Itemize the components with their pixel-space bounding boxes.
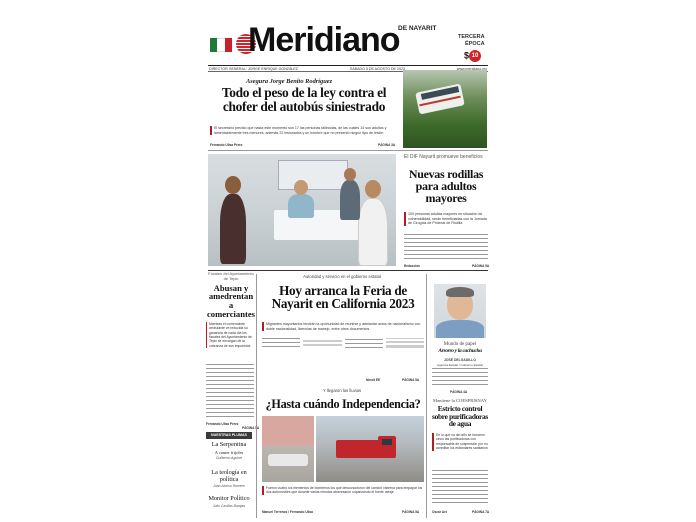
car-shape [268,454,308,466]
newspaper-front-page [206,12,490,518]
left-story-kicker: Focales del Ayuntamiento de Tepic [208,271,254,281]
coesprisnay-credit: Oscar Ael [432,510,447,514]
side-story-page[interactable]: PÁGINA 5A [472,264,490,268]
plumas-subtitle: A comer frijoles [214,449,244,455]
left-story-page[interactable]: PÁGINA 5A [242,426,260,430]
plumas-title: La Serpentina [211,441,247,448]
divider [208,150,488,151]
epoca-line-2: ÉPOCA [465,40,485,47]
side-story-headline[interactable]: Nuevas rodillas para adultos mayores [408,167,484,206]
coesprisnay-lead: En lo que va del año se tomaron cinco las purificadoras con responsable de suspensión por no acreditar los estándares sanitarios [432,433,488,451]
epoca-line-1: TERCERA [458,34,485,40]
side-story-body [404,234,488,262]
plumas-item-monitor[interactable] [206,496,252,508]
left-story-headline[interactable]: Abusan y amedrentan a comerciantes [206,282,256,319]
price-value: 10 [469,50,481,62]
plumas-title: La teología en política [211,469,247,483]
plumas-author: Julio Casillas Barajas [212,503,246,508]
plumas-item-serpentina[interactable] [206,442,252,460]
feria-body [262,338,424,376]
feria-credit: Ninoit EE [366,378,381,382]
coesprisnay-kicker: Mantiene la COESPRISNAY [433,398,487,403]
side-story-credit: Redacción [404,264,421,268]
top-story-kicker: Asegura Jorge Benito Rodríguez [246,78,333,85]
issue-date: SÁBADO 5 DE AGOSTO DE 2023 [349,66,405,71]
plumas-title: Monitor Político [208,495,250,502]
coesprisnay-page[interactable]: PÁGINA 7A [472,510,490,514]
top-story-page[interactable]: PÁGINA 3A [378,143,396,147]
columnist-portrait [434,284,486,338]
person-shape [220,194,246,264]
columnist-page[interactable]: PÁGINA 4A [450,390,468,394]
fire-truck-photo [316,416,424,482]
columnist-author: JOSÉ DELGADILLO [443,358,477,362]
epoca-label [458,34,485,47]
feria-page[interactable]: PÁGINA 5A [402,378,420,382]
street-photo-1 [262,416,314,482]
left-story-credit: Fernando Ulisa Pérez [206,422,239,426]
staff-head-shape [344,168,356,181]
staff-shape [340,180,360,220]
side-story-lead: 100 personas adultas mayores en situación de vulnerabilidad, serán beneficiadas con la Jornada de Cirugías de Prótesis de Rodilla [404,212,488,226]
price-currency: $ [464,50,470,61]
hospital-photo [208,154,396,266]
newspaper-logo: Meridiano [248,21,400,59]
side-story-kicker: El DIF Nayarit promueve beneficios [404,154,483,160]
column-divider-left [256,274,257,518]
lluvias-credit: Manuel Terrenos / Fernando Ulisa [262,510,313,514]
masthead [206,20,490,64]
plumas-author: Juan Alonso Romero [213,484,245,488]
column-divider-right [426,274,427,518]
doctor-shape [358,198,388,266]
left-story-body [206,364,254,420]
top-story-credit: Fernando Ulisa Pérez [210,143,243,147]
website-link[interactable]: www.meridiano.mx [456,66,487,71]
doctor-head-shape [365,180,381,198]
feria-headline[interactable]: Hoy arranca la Feria de Nayarit en California 2023 [271,283,415,312]
patient-shape [288,194,314,218]
plumas-author: Guillermo Aguirre [215,455,243,460]
plumas-item-teologia[interactable] [206,470,252,488]
top-story-lead: El secretario precisó que hasta este momento son 17 las personas fallecidas, de las cuales 14 son adultos y lamentablemente tres menores, además 22 lesionados y un hombre que no presentó ningún tipo de lesión [210,126,400,135]
coesprisnay-body [432,470,488,506]
window-shape [278,160,348,190]
nuestras-plumas-band: NUESTRAS PLUMAS [206,432,252,439]
price [464,50,481,62]
bus-accident-photo [403,70,487,148]
lluvias-headline[interactable]: ¿Hasta cuándo Independencia? [265,397,421,411]
feria-lead: Migrantes mayoritarios tendrán la oportunidad de reunirse y adelantar actos de nacionalismo con doble nacionalidad, licencias de manejo, entre otros documentos [262,322,424,331]
person-head-shape [225,176,241,194]
lluvias-lead: Fueron cuatro los elementos de bomberos los que desconoctoron del camión cisterna para empapar los dos automóviles que durante varias minutos atravesaron cuparizando el fuerte oleaje [262,486,424,495]
building-shape [262,416,314,446]
lluvias-section-label: Y llegaron las lluvias [322,388,362,393]
columnist-subline: Agencia Estatal / Gobierno Estatal [437,363,483,367]
lluvias-page[interactable]: PÁGINA 5A [402,510,420,514]
patient-head-shape [294,180,308,195]
feria-section-label: Autoridad y servicio en el gobierno estatal [303,274,381,279]
mexico-flag-icon [210,38,232,52]
logo-subtitle: DE NAYARIT [398,25,437,32]
hair-shape [446,287,474,297]
left-story-lead: Mientras el comerciante ambulante ve reducida su ganancia de cada día los fiscales del Ayuntamiento de Tepic se encargan de la cobranza de sus impuestos [206,322,256,349]
director-line: DIRECTOR GENERAL: JORGE ENRIQUE GONZÁLEZ [209,66,298,71]
shirt-shape [436,320,484,338]
coesprisnay-headline[interactable]: Estricto control sobre purificadoras de agua [432,404,488,429]
columnist-body [432,368,488,386]
top-story-headline[interactable]: Todo el peso de la ley contra el chofer del autobús siniestrado [221,85,387,114]
columnist-section: Mundo de papel [443,342,477,347]
fire-truck-window-shape [382,439,392,445]
columnist-headline[interactable]: Arrorro y la cachucha [438,348,482,354]
